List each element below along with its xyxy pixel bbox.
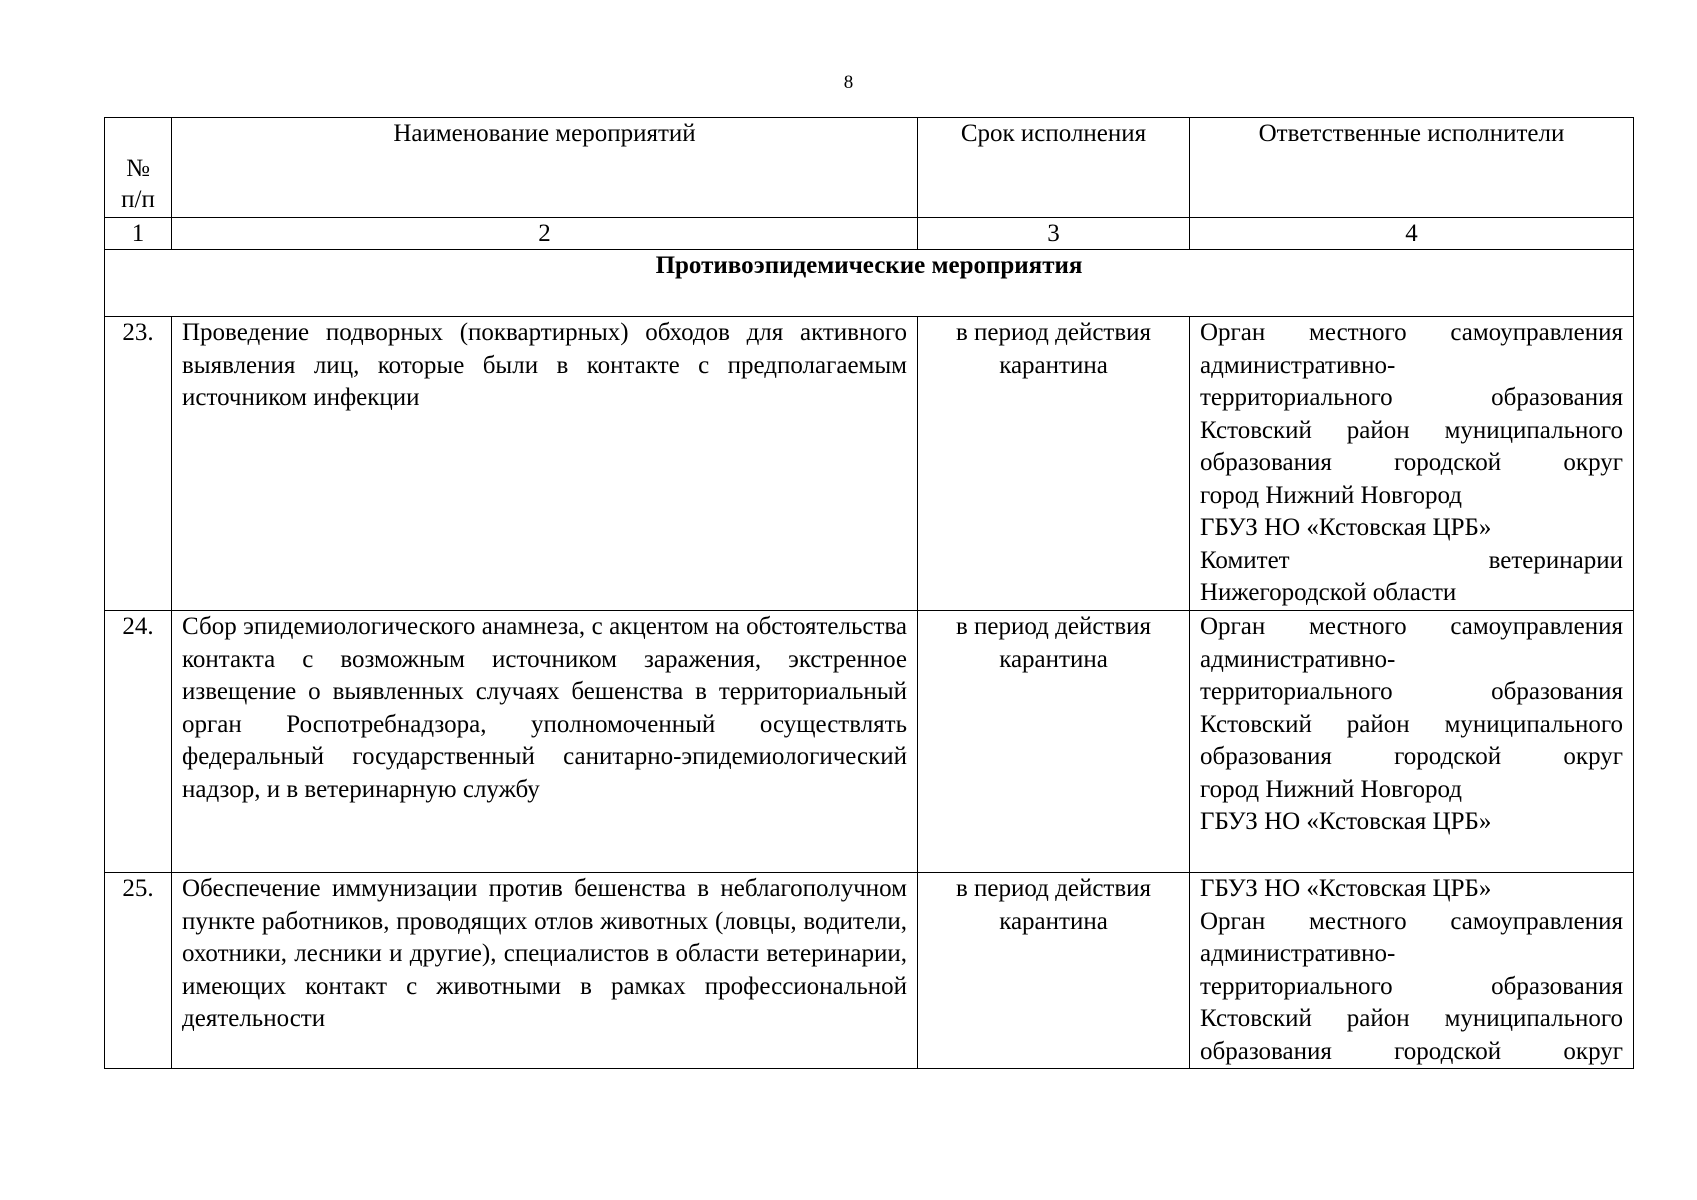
row-event-name: Сбор эпидемиологического анамнеза, с акцентом на обстоятельства контакта с возможным источником заражения, экстренное извещение о выявленных случаях бешенства в территориальный орган Роспотребнадзора, уполномоченный осуществлять федеральный государственный санитарно-эпидемиологический надзор, и в ветеринарную службу: [172, 611, 918, 873]
row-term-line: в период действия: [955, 613, 1152, 640]
row-term: [918, 611, 1190, 873]
header-responsible: Ответственные исполнители: [1190, 118, 1634, 218]
table-row: [105, 317, 1634, 611]
responsible-line: Орган местного самоуправления: [1200, 907, 1623, 935]
section-row: [105, 250, 1634, 317]
responsible-line: территориального образования: [1200, 678, 1623, 705]
header-num: [105, 118, 172, 218]
header-num-symbol: №: [126, 155, 150, 182]
row-term-line: в период действия: [955, 875, 1152, 902]
responsible-line: Кстовский район муниципального: [1200, 1005, 1623, 1032]
responsible-line: административно-: [1200, 645, 1396, 673]
page-number: 8: [843, 72, 854, 93]
responsible-line: Кстовский район муниципального: [1200, 416, 1623, 444]
responsible-line: Орган местного самоуправления: [1200, 613, 1623, 640]
row-responsible: [1190, 873, 1634, 1069]
responsible-line: город Нижний Новгород: [1200, 775, 1462, 803]
responsible-line: Кстовский район муниципального: [1200, 710, 1623, 738]
row-number: 24.: [105, 611, 172, 873]
row-term-line: карантина: [999, 645, 1108, 673]
responsible-line: административно-: [1200, 351, 1396, 379]
column-index: 4: [1190, 218, 1634, 250]
row-term: [918, 317, 1190, 611]
table-header-row: [105, 118, 1634, 218]
responsible-line: образования городской округ: [1200, 743, 1623, 770]
column-index: 2: [172, 218, 918, 250]
column-index-row: [105, 218, 1634, 250]
table-row: [105, 873, 1634, 1069]
section-title: Противоэпидемические мероприятия: [105, 250, 1634, 317]
header-name: Наименование мероприятий: [172, 118, 918, 218]
column-index: 3: [918, 218, 1190, 250]
row-responsible: [1190, 317, 1634, 611]
row-term-line: карантина: [999, 351, 1108, 379]
events-table: [104, 117, 1634, 1069]
responsible-line: Комитет ветеринарии: [1200, 546, 1623, 574]
row-event-name: Обеспечение иммунизации против бешенства в неблагополучном пункте работников, проводящих отлов животных (ловцы, водители, охотники, лесники и другие), специалистов в области ветеринарии, имеющих контакт с животными в рамках профессиональной деятельности: [172, 873, 918, 1069]
responsible-line: ГБУЗ НО «Кстовская ЦРБ»: [1200, 808, 1492, 835]
header-num-abbrev: п/п: [121, 186, 155, 213]
responsible-line: город Нижний Новгород: [1200, 481, 1462, 509]
responsible-line: Нижегородской области: [1200, 579, 1457, 606]
responsible-line: образования городской округ: [1200, 449, 1623, 476]
row-responsible: [1190, 611, 1634, 873]
responsible-line: территориального образования: [1200, 972, 1623, 1000]
row-term-line: карантина: [999, 907, 1108, 935]
row-term: [918, 873, 1190, 1069]
row-term-line: в период действия: [955, 319, 1152, 346]
responsible-line: ГБУЗ НО «Кстовская ЦРБ»: [1200, 875, 1492, 902]
responsible-line: образования городской округ: [1200, 1037, 1623, 1065]
responsible-line: территориального образования: [1200, 384, 1623, 411]
responsible-line: административно-: [1200, 940, 1396, 967]
row-number: 23.: [105, 317, 172, 611]
responsible-line: ГБУЗ НО «Кстовская ЦРБ»: [1200, 514, 1492, 541]
header-term: Срок исполнения: [918, 118, 1190, 218]
column-index: 1: [105, 218, 172, 250]
row-number: 25.: [105, 873, 172, 1069]
row-event-name: Проведение подворных (поквартирных) обходов для активного выявления лиц, которые были в контакте с предполагаемым источником инфекции: [172, 317, 918, 611]
responsible-line: Орган местного самоуправления: [1200, 319, 1623, 346]
table-row: [105, 611, 1634, 873]
